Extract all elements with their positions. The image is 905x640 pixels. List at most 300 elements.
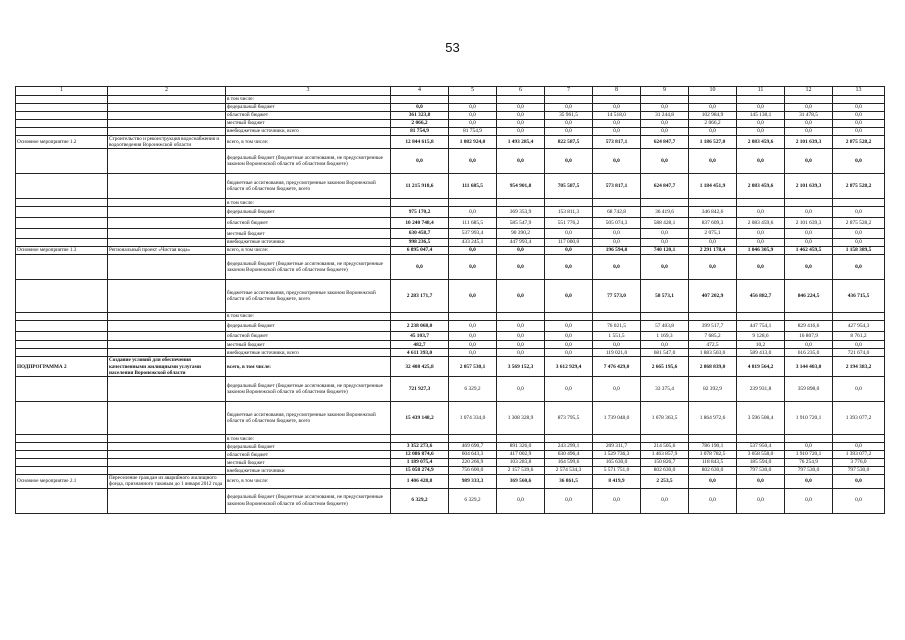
year-value-cell: 0,0 [737, 149, 785, 174]
year-value-cell: 427 954,3 [833, 320, 885, 331]
column-header-8: 8 [593, 87, 641, 96]
year-value-cell: 0,0 [737, 120, 785, 128]
year-value-cell: 111 685,5 [449, 174, 497, 199]
year-value-cell [593, 199, 641, 207]
year-value-cell [593, 312, 641, 320]
page-number: 53 [445, 40, 460, 55]
year-value-cell: 214 505,6 [641, 443, 689, 451]
year-value-cell: 1 186 527,0 [689, 136, 737, 149]
funding-source-cell: бюджетные ассигнования, предусмотренные законом Воронежской области об областном бюджете, всего [226, 279, 391, 312]
year-value-cell: 740 120,1 [641, 246, 689, 254]
year-value-cell: 0,0 [641, 341, 689, 349]
year-value-cell: 0,0 [833, 229, 885, 239]
activity-name-cell [108, 238, 226, 246]
activity-name-cell: Региональный проект «Чистая вода» [108, 246, 226, 254]
year-value-cell: 0,0 [449, 320, 497, 331]
total-value-cell: 361 323,8 [391, 112, 449, 120]
year-value-cell: 0,0 [545, 377, 593, 402]
program-name-cell [16, 104, 108, 112]
activity-name-cell [108, 254, 226, 279]
activity-name-cell [108, 459, 226, 467]
funding-source-cell: в том числе: [226, 96, 391, 104]
year-value-cell: 76 021,5 [593, 320, 641, 331]
funding-source-cell: областной бюджет [226, 112, 391, 120]
year-value-cell: 989 333,3 [449, 475, 497, 488]
activity-name-cell [108, 402, 226, 435]
year-value-cell: 2 083 459,6 [737, 136, 785, 149]
year-value-cell: 3 144 403,0 [785, 357, 833, 377]
year-value-cell: 6 329,2 [449, 377, 497, 402]
funding-source-cell: внебюджетные источники, всего [226, 128, 391, 136]
year-value-cell: 2 157 539,6 [497, 467, 545, 475]
year-value-cell: 447 993,4 [497, 238, 545, 246]
year-value-cell: 16 807,9 [785, 331, 833, 341]
year-value-cell: 1 883 503,0 [689, 349, 737, 357]
activity-name-cell [108, 331, 226, 341]
year-value-cell: 2 066,2 [689, 120, 737, 128]
year-value-cell: 0,0 [785, 120, 833, 128]
year-value-cell: 0,0 [641, 254, 689, 279]
year-value-cell: 0,0 [785, 238, 833, 246]
year-value-cell: 0,0 [449, 279, 497, 312]
year-value-cell: 573 817,1 [593, 136, 641, 149]
table-row [16, 443, 885, 451]
year-value-cell: 0,0 [497, 377, 545, 402]
year-value-cell: 2 083 459,6 [737, 174, 785, 199]
activity-name-cell [108, 128, 226, 136]
year-value-cell [641, 435, 689, 443]
activity-name-cell [108, 279, 226, 312]
year-value-cell [833, 312, 885, 320]
year-value-cell: 2 868 839,0 [689, 357, 737, 377]
year-value-cell: 0,0 [593, 488, 641, 513]
year-value-cell: 0,0 [641, 120, 689, 128]
year-value-cell: 3 569 152,3 [497, 357, 545, 377]
year-value-cell: 0,0 [737, 488, 785, 513]
year-value-cell: 1 678 363,5 [641, 402, 689, 435]
program-name-cell [16, 112, 108, 120]
year-value-cell: 0,0 [545, 320, 593, 331]
year-value-cell [689, 96, 737, 104]
funding-source-cell: всего, в том числе: [226, 475, 391, 488]
year-value-cell: 0,0 [833, 488, 885, 513]
year-value-cell: 0,0 [737, 128, 785, 136]
table-row [16, 149, 885, 174]
year-value-cell: 589 413,0 [737, 349, 785, 357]
year-value-cell: 196 594,0 [593, 246, 641, 254]
activity-name-cell [108, 451, 226, 459]
year-value-cell [641, 199, 689, 207]
year-value-cell: 0,0 [497, 120, 545, 128]
year-value-cell [593, 435, 641, 443]
funding-source-cell: всего, в том числе: [226, 136, 391, 149]
year-value-cell [737, 96, 785, 104]
year-value-cell: 0,0 [833, 341, 885, 349]
activity-name-cell [108, 467, 226, 475]
year-value-cell: 0,0 [449, 149, 497, 174]
year-value-cell: 0,0 [497, 104, 545, 112]
program-name-cell: Основное мероприятие 2.1 [16, 475, 108, 488]
total-value-cell [391, 96, 449, 104]
year-value-cell [785, 199, 833, 207]
program-name-cell [16, 254, 108, 279]
year-value-cell: 822 587,5 [545, 136, 593, 149]
year-value-cell: 243 299,1 [545, 443, 593, 451]
year-value-cell: 1 864 972,6 [689, 402, 737, 435]
total-value-cell [391, 435, 449, 443]
funding-source-cell: местный бюджет [226, 120, 391, 128]
year-value-cell: 31 244,8 [641, 112, 689, 120]
year-value-cell: 111 685,5 [449, 218, 497, 229]
year-value-cell: 399 517,7 [689, 320, 737, 331]
year-value-cell: 585 547,9 [497, 218, 545, 229]
year-value-cell: 7 476 429,0 [593, 357, 641, 377]
year-value-cell: 0,0 [545, 120, 593, 128]
total-value-cell: 6 329,2 [391, 488, 449, 513]
activity-name-cell [108, 112, 226, 120]
column-header-7: 7 [545, 87, 593, 96]
year-value-cell: 150 826,7 [641, 459, 689, 467]
column-header-1: 1 [16, 87, 108, 96]
year-value-cell: 829 416,6 [785, 320, 833, 331]
program-name-cell [16, 467, 108, 475]
year-value-cell: 0,0 [593, 377, 641, 402]
year-value-cell: 1 910 720,1 [785, 402, 833, 435]
funding-source-cell: федеральный бюджет (бюджетные ассигнования, не предусмотренные законом Воронежской области об областном бюджете) [226, 377, 391, 402]
year-value-cell: 0,0 [449, 207, 497, 218]
year-value-cell: 9 128,6 [737, 331, 785, 341]
total-value-cell: 12 844 615,8 [391, 136, 449, 149]
year-value-cell: 786 190,1 [689, 443, 737, 451]
program-name-cell [16, 199, 108, 207]
year-value-cell: 0,0 [833, 377, 885, 402]
year-value-cell: 433 245,1 [449, 238, 497, 246]
year-value-cell: 31 478,5 [785, 112, 833, 120]
year-value-cell: 616 235,0 [785, 349, 833, 357]
column-header-10: 10 [689, 87, 737, 96]
funding-source-cell: в том числе: [226, 435, 391, 443]
year-value-cell: 0,0 [641, 149, 689, 174]
year-value-cell: 0,0 [545, 104, 593, 112]
total-value-cell: 4 611 393,0 [391, 349, 449, 357]
total-value-cell: 10 240 748,4 [391, 218, 449, 229]
year-value-cell: 0,0 [833, 128, 885, 136]
year-value-cell: 0,0 [593, 229, 641, 239]
year-value-cell: 5 571 751,0 [593, 467, 641, 475]
year-value-cell: 103 283,8 [497, 459, 545, 467]
year-value-cell [785, 96, 833, 104]
program-name-cell [16, 218, 108, 229]
year-value-cell: 0,0 [449, 341, 497, 349]
table-row [16, 218, 885, 229]
activity-name-cell [108, 218, 226, 229]
year-value-cell: 1 169,3 [641, 331, 689, 341]
year-value-cell [737, 199, 785, 207]
year-value-cell: 0,0 [593, 104, 641, 112]
funding-source-cell: федеральный бюджет [226, 320, 391, 331]
total-value-cell: 32 408 425,8 [391, 357, 449, 377]
table-row [16, 229, 885, 239]
year-value-cell: 797 530,0 [785, 467, 833, 475]
year-value-cell: 0,0 [497, 331, 545, 341]
table-row [16, 136, 885, 149]
year-value-cell: 837 609,3 [689, 218, 737, 229]
program-name-cell: Основное мероприятие 1.3 [16, 246, 108, 254]
year-value-cell [497, 96, 545, 104]
year-value-cell: 185 594,0 [737, 459, 785, 467]
year-value-cell [497, 199, 545, 207]
year-value-cell: 0,0 [689, 475, 737, 488]
column-number-header [16, 87, 885, 96]
funding-source-cell: областной бюджет [226, 331, 391, 341]
year-value-cell: 0,0 [497, 254, 545, 279]
program-name-cell [16, 229, 108, 239]
year-value-cell: 0,0 [545, 128, 593, 136]
activity-name-cell: Переселение граждан из аварийного жилищного фонда, признанного таковым до 1 января 2012 года [108, 475, 226, 488]
year-value-cell: 846 224,5 [785, 279, 833, 312]
year-value-cell: 0,0 [785, 149, 833, 174]
table-row [16, 112, 885, 120]
year-value-cell: 58 573,1 [641, 279, 689, 312]
year-value-cell: 0,0 [545, 488, 593, 513]
year-value-cell: 145 138,1 [737, 112, 785, 120]
year-value-cell: 2 665 195,6 [641, 357, 689, 377]
year-value-cell: 0,0 [689, 238, 737, 246]
program-name-cell [16, 459, 108, 467]
year-value-cell: 2 574 534,3 [545, 467, 593, 475]
year-value-cell: 721 674,0 [833, 349, 885, 357]
column-header-3: 3 [226, 87, 391, 96]
total-value-cell: 721 927,3 [391, 377, 449, 402]
year-value-cell: 0,0 [545, 254, 593, 279]
total-value-cell: 2 283 171,7 [391, 279, 449, 312]
year-value-cell [737, 312, 785, 320]
program-name-cell [16, 128, 108, 136]
year-value-cell: 1 308 328,9 [497, 402, 545, 435]
funding-source-cell: внебюджетные источники [226, 238, 391, 246]
year-value-cell: 35 961,5 [545, 112, 593, 120]
year-value-cell [497, 435, 545, 443]
activity-name-cell [108, 488, 226, 513]
year-value-cell: 588 428,1 [641, 218, 689, 229]
year-value-cell: 1 910 720,1 [785, 451, 833, 459]
year-value-cell: 0,0 [785, 475, 833, 488]
year-value-cell: 0,0 [785, 488, 833, 513]
funding-source-cell: местный бюджет [226, 341, 391, 349]
column-header-6: 6 [497, 87, 545, 96]
year-value-cell [449, 312, 497, 320]
year-value-cell: 0,0 [785, 254, 833, 279]
year-value-cell: 3 596 508,4 [737, 402, 785, 435]
year-value-cell: 0,0 [449, 254, 497, 279]
year-value-cell: 1 493 285,4 [497, 136, 545, 149]
year-value-cell [449, 96, 497, 104]
year-value-cell: 0,0 [449, 349, 497, 357]
total-value-cell: 81 754,9 [391, 128, 449, 136]
year-value-cell: 1 393 077,2 [833, 451, 885, 459]
year-value-cell: 0,0 [545, 229, 593, 239]
year-value-cell: 8 419,9 [593, 475, 641, 488]
year-value-cell: 0,0 [737, 238, 785, 246]
year-value-cell: 2 101 639,3 [785, 136, 833, 149]
year-value-cell: 0,0 [545, 279, 593, 312]
total-value-cell: 998 236,5 [391, 238, 449, 246]
activity-name-cell [108, 312, 226, 320]
year-value-cell: 0,0 [593, 128, 641, 136]
table-row [16, 104, 885, 112]
year-value-cell: 0,0 [449, 246, 497, 254]
table-row [16, 377, 885, 402]
year-value-cell [737, 435, 785, 443]
year-value-cell: 359 898,0 [785, 377, 833, 402]
year-value-cell: 2 101 639,3 [785, 174, 833, 199]
table-row [16, 320, 885, 331]
table-row [16, 357, 885, 377]
year-value-cell [641, 96, 689, 104]
year-value-cell: 36 861,5 [545, 475, 593, 488]
year-value-cell: 0,0 [833, 104, 885, 112]
table-row [16, 475, 885, 488]
year-value-cell: 0,0 [737, 475, 785, 488]
table-row [16, 254, 885, 279]
budget-table [15, 86, 885, 514]
year-value-cell: 630 496,4 [545, 451, 593, 459]
year-value-cell: 0,0 [497, 349, 545, 357]
year-value-cell: 0,0 [641, 128, 689, 136]
activity-name-cell [108, 199, 226, 207]
program-name-cell [16, 320, 108, 331]
year-value-cell: 447 754,1 [737, 320, 785, 331]
program-name-cell: ПОДПРОГРАММА 2 [16, 357, 108, 377]
year-value-cell: 0,0 [449, 331, 497, 341]
total-value-cell: 11 215 918,6 [391, 174, 449, 199]
year-value-cell: 369 560,6 [497, 475, 545, 488]
program-name-cell [16, 174, 108, 199]
year-value-cell [545, 96, 593, 104]
year-value-cell: 0,0 [497, 488, 545, 513]
year-value-cell: 0,0 [737, 254, 785, 279]
activity-name-cell [108, 149, 226, 174]
funding-source-cell: бюджетные ассигнования, предусмотренные законом Воронежской области об областном бюджете, всего [226, 174, 391, 199]
year-value-cell: 1 158 389,5 [833, 246, 885, 254]
activity-name-cell [108, 443, 226, 451]
activity-name-cell [108, 207, 226, 218]
year-value-cell [449, 199, 497, 207]
year-value-cell: 0,0 [689, 254, 737, 279]
year-value-cell: 954 901,8 [497, 174, 545, 199]
table-row [16, 341, 885, 349]
funding-source-cell: бюджетные ассигнования, предусмотренные законом Воронежской области об областном бюджете, всего [226, 402, 391, 435]
year-value-cell [689, 435, 737, 443]
column-header-11: 11 [737, 87, 785, 96]
year-value-cell: 0,0 [785, 443, 833, 451]
year-value-cell: 1 082 924,0 [449, 136, 497, 149]
year-value-cell: 681 547,0 [641, 349, 689, 357]
column-header-12: 12 [785, 87, 833, 96]
table-row [16, 246, 885, 254]
year-value-cell: 0,0 [497, 112, 545, 120]
total-value-cell: 45 103,7 [391, 331, 449, 341]
year-value-cell: 505 074,3 [593, 218, 641, 229]
year-value-cell: 153 811,3 [545, 207, 593, 218]
activity-name-cell [108, 341, 226, 349]
program-name-cell [16, 120, 108, 128]
year-value-cell: 1 046 305,9 [737, 246, 785, 254]
funding-source-cell: всего, в том числе: [226, 357, 391, 377]
year-value-cell: 4 819 564,2 [737, 357, 785, 377]
year-value-cell: 0,0 [641, 238, 689, 246]
year-value-cell: 33 375,4 [641, 377, 689, 402]
year-value-cell: 1 078 782,5 [689, 451, 737, 459]
year-value-cell [833, 199, 885, 207]
year-value-cell [497, 312, 545, 320]
year-value-cell: 0,0 [449, 112, 497, 120]
year-value-cell: 77 573,0 [593, 279, 641, 312]
table-row [16, 488, 885, 513]
year-value-cell: 118 843,5 [689, 459, 737, 467]
year-value-cell: 551 776,2 [545, 218, 593, 229]
year-value-cell: 2 875 528,2 [833, 174, 885, 199]
table-row [16, 349, 885, 357]
table-row [16, 96, 885, 104]
year-value-cell: 76 254,9 [785, 459, 833, 467]
year-value-cell: 472,5 [689, 341, 737, 349]
year-value-cell: 891 326,0 [497, 443, 545, 451]
year-value-cell [689, 312, 737, 320]
column-header-4: 4 [391, 87, 449, 96]
table-row [16, 174, 885, 199]
year-value-cell: 2 291 178,4 [689, 246, 737, 254]
year-value-cell: 2 057 530,1 [449, 357, 497, 377]
year-value-cell [449, 435, 497, 443]
year-value-cell: 1 463 857,9 [641, 451, 689, 459]
year-value-cell: 0,0 [593, 120, 641, 128]
total-value-cell: 2 238 068,0 [391, 320, 449, 331]
year-value-cell [785, 312, 833, 320]
activity-name-cell: Создание условий для обеспечения качественными жилищными услугами населения Воронежской области [108, 357, 226, 377]
year-value-cell: 239 931,8 [737, 377, 785, 402]
year-value-cell: 57 403,8 [641, 320, 689, 331]
program-name-cell [16, 435, 108, 443]
table-row [16, 120, 885, 128]
year-value-cell: 2 075,1 [689, 229, 737, 239]
funding-source-cell: федеральный бюджет (бюджетные ассигнования, не предусмотренные законом Воронежской области об областном бюджете) [226, 254, 391, 279]
year-value-cell: 0,0 [593, 254, 641, 279]
year-value-cell: 2 875 528,2 [833, 136, 885, 149]
year-value-cell: 1 462 459,5 [785, 246, 833, 254]
year-value-cell: 1 739 048,0 [593, 402, 641, 435]
activity-name-cell: Строительство и реконструкция водоснабжения и водоотведения Воронежской области [108, 136, 226, 149]
table-row [16, 128, 885, 136]
year-value-cell: 68 742,8 [593, 207, 641, 218]
activity-name-cell [108, 377, 226, 402]
year-value-cell: 0,0 [497, 128, 545, 136]
total-value-cell: 3 352 273,6 [391, 443, 449, 451]
total-value-cell: 12 086 874,6 [391, 451, 449, 459]
year-value-cell: 0,0 [545, 246, 593, 254]
funding-source-cell: внебюджетные источники [226, 467, 391, 475]
year-value-cell [689, 199, 737, 207]
funding-source-cell: федеральный бюджет [226, 104, 391, 112]
year-value-cell: 10,2 [737, 341, 785, 349]
year-value-cell [545, 435, 593, 443]
table-row [16, 207, 885, 218]
year-value-cell: 0,0 [737, 229, 785, 239]
total-value-cell [391, 312, 449, 320]
year-value-cell: 0,0 [593, 149, 641, 174]
year-value-cell: 0,0 [785, 104, 833, 112]
program-name-cell [16, 331, 108, 341]
